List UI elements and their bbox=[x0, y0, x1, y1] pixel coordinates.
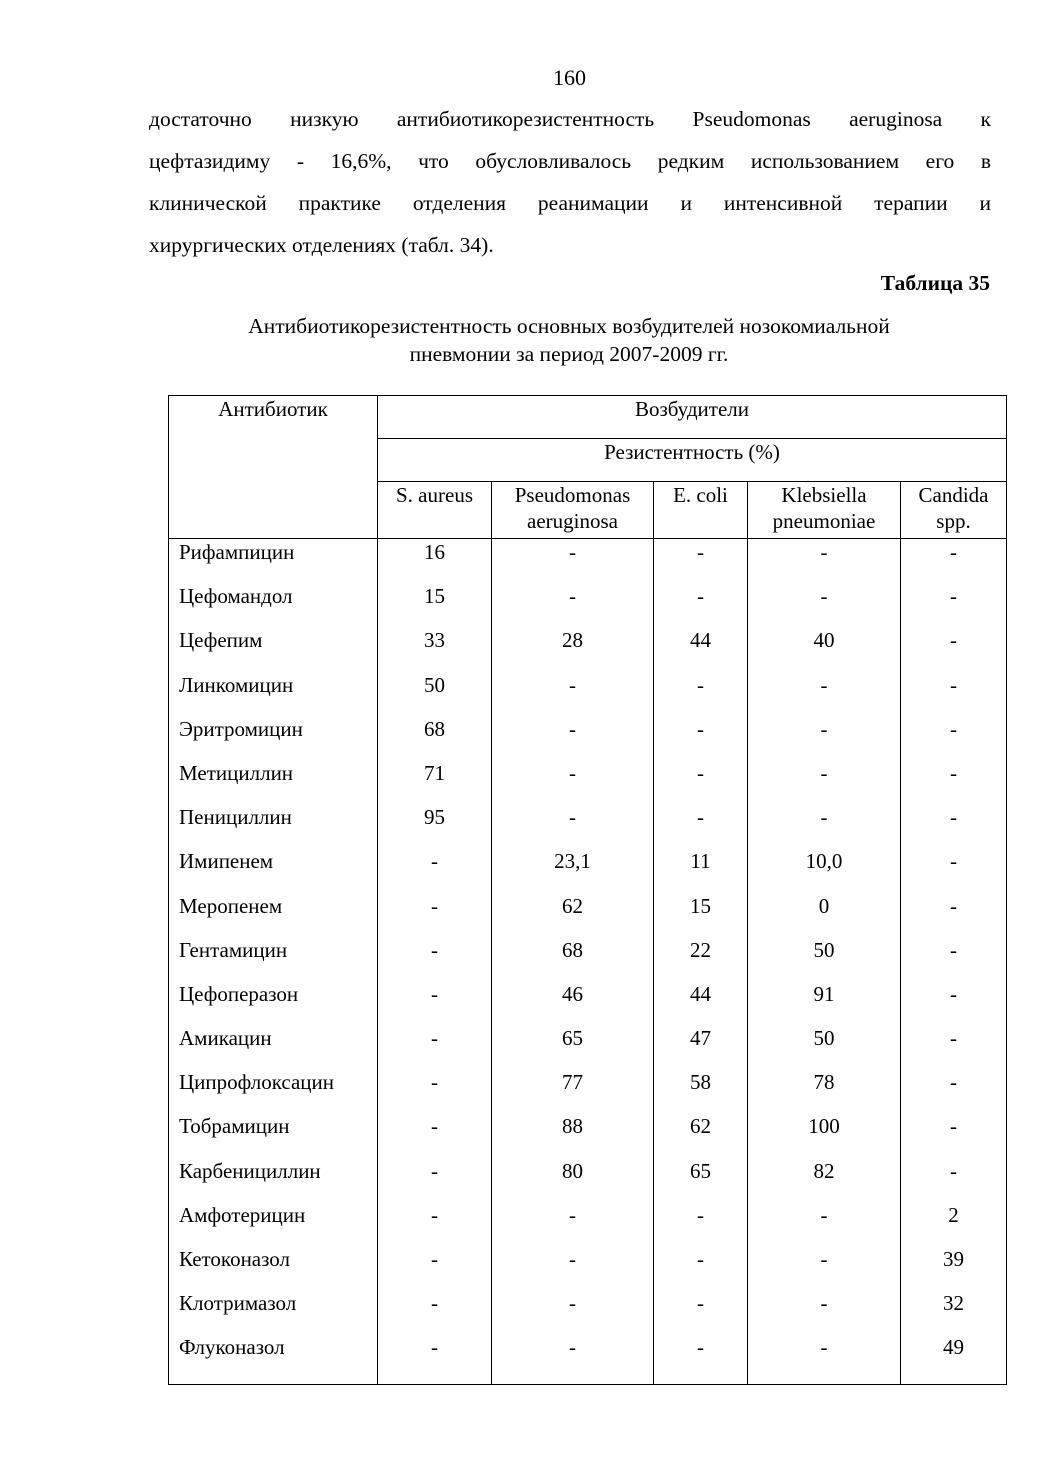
table-row bbox=[169, 625, 1007, 669]
antibiotic-name-cell: Флуконазол bbox=[169, 1332, 378, 1385]
page-number: 160 bbox=[553, 65, 586, 90]
resistance-value-cell: - bbox=[748, 802, 901, 846]
resistance-value-cell: - bbox=[492, 670, 654, 714]
antibiotic-name-cell: Эритромицин bbox=[169, 714, 378, 758]
antibiotic-name-cell: Имипенем bbox=[169, 846, 378, 890]
antibiotic-name-cell: Цефепим bbox=[169, 625, 378, 669]
resistance-value-cell: - bbox=[654, 802, 748, 846]
table-row bbox=[169, 979, 1007, 1023]
resistance-value-cell: 88 bbox=[492, 1111, 654, 1155]
resistance-value-cell: 33 bbox=[378, 625, 492, 669]
caption-line: Антибиотикорезистентность основных возбудителей нозокомиальной bbox=[248, 314, 890, 338]
paragraph-line: достаточно низкую антибиотикорезистентность Pseudomonas aeruginosa к bbox=[149, 107, 991, 131]
antibiotic-name-cell: Цефомандол bbox=[169, 581, 378, 625]
resistance-value-cell: 100 bbox=[748, 1111, 901, 1155]
column-header-line1: E. coli bbox=[673, 483, 728, 507]
resistance-value-cell: - bbox=[901, 714, 1007, 758]
antibiotic-name-cell: Рифампицин bbox=[169, 539, 378, 582]
resistance-value-cell: 32 bbox=[901, 1288, 1007, 1332]
resistance-value-cell: 15 bbox=[654, 891, 748, 935]
resistance-value-cell: 50 bbox=[378, 670, 492, 714]
resistance-value-cell: - bbox=[901, 539, 1007, 582]
header-resistance: Резистентность (%) bbox=[378, 439, 1007, 482]
resistance-value-cell: 68 bbox=[492, 935, 654, 979]
resistance-value-cell: 22 bbox=[654, 935, 748, 979]
resistance-value-cell: 2 bbox=[901, 1200, 1007, 1244]
resistance-value-cell: - bbox=[378, 891, 492, 935]
resistance-value-cell: 50 bbox=[748, 935, 901, 979]
paragraph-line: цефтазидиму - 16,6%, что обусловливалось редким использованием его в bbox=[149, 149, 991, 173]
column-header-line2: aeruginosa bbox=[527, 509, 618, 533]
resistance-value-cell: - bbox=[901, 581, 1007, 625]
resistance-value-cell: - bbox=[654, 1244, 748, 1288]
resistance-value-cell: - bbox=[748, 1244, 901, 1288]
resistance-value-cell: - bbox=[654, 1200, 748, 1244]
column-header bbox=[748, 482, 901, 539]
table-caption bbox=[169, 312, 969, 368]
caption-line: пневмонии за период 2007-2009 гг. bbox=[409, 342, 729, 366]
resistance-value-cell: 65 bbox=[492, 1023, 654, 1067]
table-row bbox=[169, 1156, 1007, 1200]
resistance-value-cell: - bbox=[748, 581, 901, 625]
column-header-line1: Candida bbox=[918, 483, 989, 507]
resistance-value-cell: - bbox=[378, 1111, 492, 1155]
resistance-value-cell: - bbox=[492, 1288, 654, 1332]
resistance-value-cell: - bbox=[901, 1023, 1007, 1067]
resistance-value-cell: - bbox=[748, 714, 901, 758]
resistance-value-cell: 68 bbox=[378, 714, 492, 758]
resistance-value-cell: - bbox=[492, 1200, 654, 1244]
antibiotic-name-cell: Тобрамицин bbox=[169, 1111, 378, 1155]
resistance-value-cell: 91 bbox=[748, 979, 901, 1023]
resistance-value-cell: - bbox=[492, 714, 654, 758]
resistance-value-cell: 49 bbox=[901, 1332, 1007, 1385]
resistance-value-cell: 10,0 bbox=[748, 846, 901, 890]
antibiotic-name-cell: Линкомицин bbox=[169, 670, 378, 714]
resistance-value-cell: 0 bbox=[748, 891, 901, 935]
resistance-value-cell: 40 bbox=[748, 625, 901, 669]
resistance-value-cell: 77 bbox=[492, 1067, 654, 1111]
table-row bbox=[169, 1067, 1007, 1111]
antibiotic-name-cell: Карбенициллин bbox=[169, 1156, 378, 1200]
resistance-value-cell: - bbox=[901, 891, 1007, 935]
resistance-value-cell: 95 bbox=[378, 802, 492, 846]
resistance-value-cell: - bbox=[654, 539, 748, 582]
antibiotic-name-cell: Меропенем bbox=[169, 891, 378, 935]
resistance-value-cell: 65 bbox=[654, 1156, 748, 1200]
resistance-value-cell: 80 bbox=[492, 1156, 654, 1200]
resistance-value-cell: - bbox=[748, 1288, 901, 1332]
resistance-value-cell: - bbox=[492, 539, 654, 582]
antibiotic-name-cell: Пенициллин bbox=[169, 802, 378, 846]
table-row bbox=[169, 670, 1007, 714]
paragraph-line: хирургических отделениях (табл. 34). bbox=[149, 233, 494, 257]
resistance-value-cell: 50 bbox=[748, 1023, 901, 1067]
resistance-value-cell: - bbox=[378, 1200, 492, 1244]
resistance-value-cell: 62 bbox=[654, 1111, 748, 1155]
antibiotic-name-cell: Кетоконазол bbox=[169, 1244, 378, 1288]
resistance-value-cell: - bbox=[748, 670, 901, 714]
resistance-value-cell: - bbox=[748, 1200, 901, 1244]
resistance-value-cell: - bbox=[378, 935, 492, 979]
table-row bbox=[169, 581, 1007, 625]
table-row bbox=[169, 846, 1007, 890]
resistance-value-cell: - bbox=[378, 1156, 492, 1200]
column-header-line1: Klebsiella bbox=[781, 483, 867, 507]
column-header-line1: Pseudomonas bbox=[514, 483, 631, 507]
body-paragraph bbox=[149, 98, 991, 266]
header-antibiotic: Антибиотик bbox=[169, 396, 378, 539]
resistance-value-cell: - bbox=[901, 802, 1007, 846]
resistance-value-cell: - bbox=[378, 1244, 492, 1288]
resistance-value-cell: 16 bbox=[378, 539, 492, 582]
table-body bbox=[169, 539, 1007, 1385]
resistance-value-cell: - bbox=[748, 539, 901, 582]
antibiotic-name-cell: Амикацин bbox=[169, 1023, 378, 1067]
antibiotic-name-cell: Метициллин bbox=[169, 758, 378, 802]
table-row bbox=[169, 1332, 1007, 1385]
table-row bbox=[169, 1244, 1007, 1288]
resistance-value-cell: 44 bbox=[654, 625, 748, 669]
antibiotic-name-cell: Клотримазол bbox=[169, 1288, 378, 1332]
resistance-value-cell: 44 bbox=[654, 979, 748, 1023]
resistance-value-cell: - bbox=[748, 758, 901, 802]
resistance-value-cell: 82 bbox=[748, 1156, 901, 1200]
antibiotic-name-cell: Цефоперазон bbox=[169, 979, 378, 1023]
resistance-value-cell: 46 bbox=[492, 979, 654, 1023]
resistance-value-cell: - bbox=[901, 846, 1007, 890]
table-row bbox=[169, 1111, 1007, 1155]
resistance-value-cell: - bbox=[492, 1244, 654, 1288]
table-row bbox=[169, 1023, 1007, 1067]
resistance-value-cell: - bbox=[901, 1067, 1007, 1111]
resistance-table bbox=[168, 395, 1007, 1385]
resistance-value-cell: - bbox=[378, 1332, 492, 1385]
resistance-value-cell: 58 bbox=[654, 1067, 748, 1111]
resistance-value-cell: - bbox=[378, 1288, 492, 1332]
resistance-value-cell: - bbox=[654, 758, 748, 802]
resistance-value-cell: - bbox=[378, 846, 492, 890]
antibiotic-name-cell: Гентамицин bbox=[169, 935, 378, 979]
resistance-value-cell: 15 bbox=[378, 581, 492, 625]
paragraph-line: клинической практике отделения реанимации и интенсивной терапии и bbox=[149, 191, 991, 215]
resistance-value-cell: - bbox=[378, 1023, 492, 1067]
table-row bbox=[169, 539, 1007, 582]
column-header bbox=[901, 482, 1007, 539]
table-row bbox=[169, 714, 1007, 758]
resistance-value-cell: 28 bbox=[492, 625, 654, 669]
resistance-value-cell: 71 bbox=[378, 758, 492, 802]
resistance-value-cell: - bbox=[901, 670, 1007, 714]
resistance-value-cell: - bbox=[492, 758, 654, 802]
column-header bbox=[492, 482, 654, 539]
resistance-value-cell: - bbox=[378, 979, 492, 1023]
column-header bbox=[378, 482, 492, 539]
resistance-value-cell: - bbox=[492, 802, 654, 846]
table-label: Таблица 35 bbox=[880, 271, 990, 295]
resistance-value-cell: - bbox=[901, 1156, 1007, 1200]
resistance-value-cell: 78 bbox=[748, 1067, 901, 1111]
resistance-value-cell: - bbox=[654, 1288, 748, 1332]
resistance-value-cell: - bbox=[654, 670, 748, 714]
resistance-value-cell: - bbox=[654, 581, 748, 625]
header-pathogens: Возбудители bbox=[378, 396, 1007, 439]
resistance-value-cell: - bbox=[748, 1332, 901, 1385]
resistance-value-cell: 62 bbox=[492, 891, 654, 935]
table-row bbox=[169, 1288, 1007, 1332]
resistance-value-cell: - bbox=[901, 979, 1007, 1023]
antibiotic-name-cell: Амфотерицин bbox=[169, 1200, 378, 1244]
resistance-value-cell: - bbox=[378, 1067, 492, 1111]
resistance-value-cell: - bbox=[901, 1111, 1007, 1155]
column-header bbox=[654, 482, 748, 539]
resistance-value-cell: - bbox=[901, 758, 1007, 802]
resistance-value-cell: - bbox=[901, 625, 1007, 669]
column-header-line1: S. aureus bbox=[396, 483, 473, 507]
resistance-value-cell: - bbox=[492, 1332, 654, 1385]
resistance-value-cell: 47 bbox=[654, 1023, 748, 1067]
resistance-value-cell: - bbox=[901, 935, 1007, 979]
resistance-value-cell: 23,1 bbox=[492, 846, 654, 890]
column-header-line2: pneumoniae bbox=[772, 509, 876, 533]
column-header-line2: spp. bbox=[936, 509, 971, 533]
table-row bbox=[169, 935, 1007, 979]
table-row bbox=[169, 802, 1007, 846]
resistance-value-cell: 11 bbox=[654, 846, 748, 890]
table-row bbox=[169, 891, 1007, 935]
table-row bbox=[169, 758, 1007, 802]
resistance-value-cell: 39 bbox=[901, 1244, 1007, 1288]
resistance-value-cell: - bbox=[492, 581, 654, 625]
resistance-value-cell: - bbox=[654, 714, 748, 758]
antibiotic-name-cell: Ципрофлоксацин bbox=[169, 1067, 378, 1111]
table-row bbox=[169, 1200, 1007, 1244]
resistance-value-cell: - bbox=[654, 1332, 748, 1385]
